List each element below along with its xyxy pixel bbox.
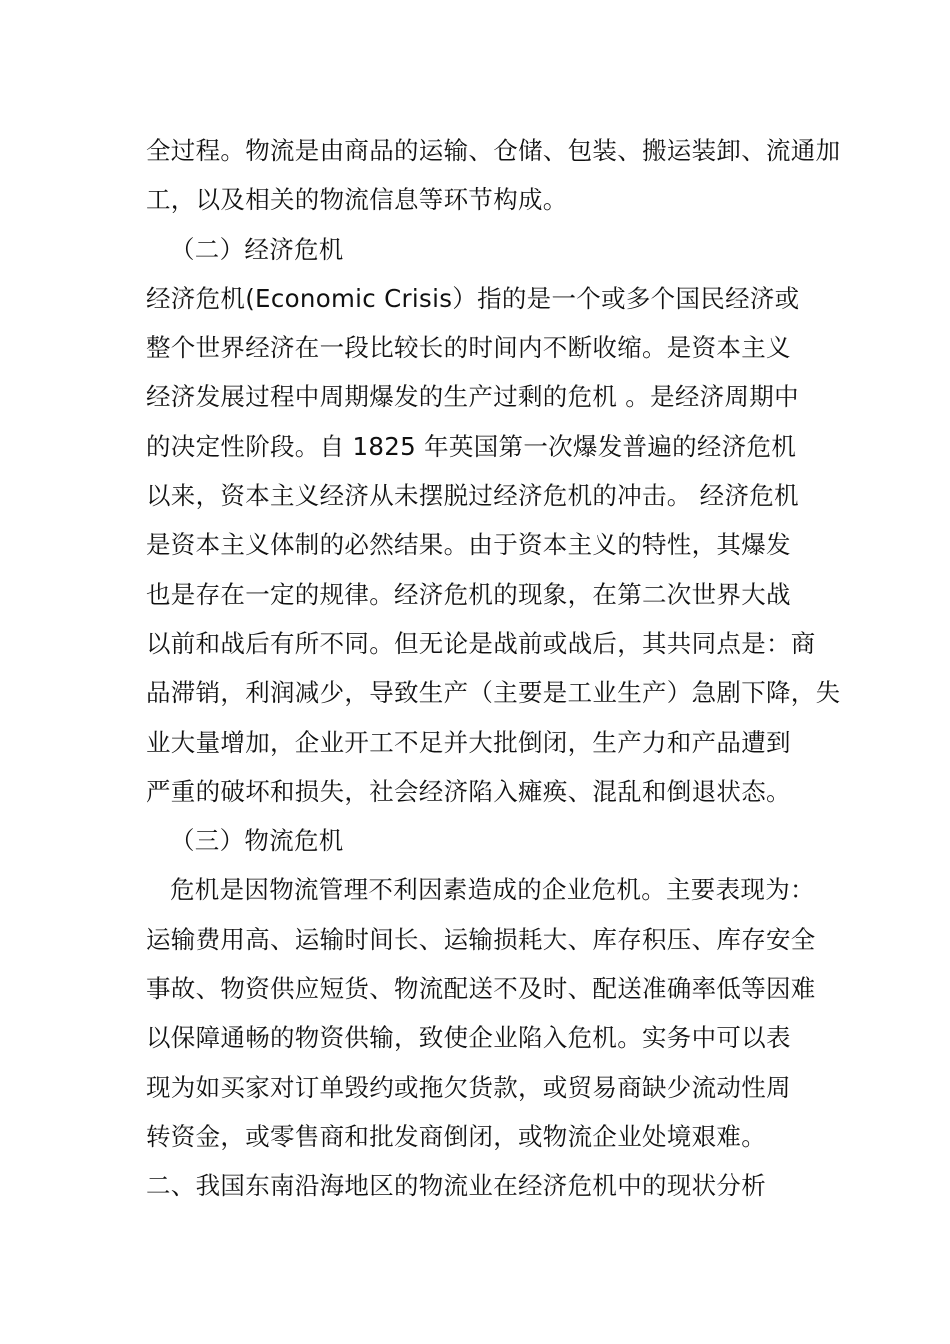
text-line: 整个世界经济在一段比较长的时间内不断收缩。是资本主义 xyxy=(146,333,791,363)
section-heading: （二）经济危机 xyxy=(170,234,344,264)
text-line: 以来，资本主义经济从未摆脱过经济危机的冲击。 经济危机 xyxy=(146,481,799,511)
text-line: 以保障通畅的物资供输，致使企业陷入危机。实务中可以表 xyxy=(146,1023,791,1053)
text-line: 工，以及相关的物流信息等环节构成。 xyxy=(146,185,568,215)
text-line: 全过程。物流是由商品的运输、仓储、包装、搬运装卸、流通加 xyxy=(146,136,841,165)
text-line: 危机是因物流管理不利因素造成的企业危机。主要表现为： xyxy=(170,875,815,905)
chapter-heading: 二、我国东南沿海地区的物流业在经济危机中的现状分析 xyxy=(146,1171,766,1201)
text-line: 事故、物资供应短货、物流配送不及时、配送准确率低等因难 xyxy=(146,974,816,1004)
text-line: 经济发展过程中周期爆发的生产过剩的危机 。是经济周期中 xyxy=(146,382,799,412)
text-line: 业大量增加，企业开工不足并大批倒闭，生产力和产品遭到 xyxy=(146,727,791,757)
text-line: 以前和战后有所不同。但无论是战前或战后，其共同点是：商 xyxy=(146,628,816,658)
text-line: 也是存在一定的规律。经济危机的现象，在第二次世界大战 xyxy=(146,579,791,609)
text-line: 的决定性阶段。自 1825 年英国第一次爆发普遍的经济危机 xyxy=(146,431,797,461)
section-heading: （三）物流危机 xyxy=(170,826,344,856)
text-line: 品滞销，利润减少，导致生产（主要是工业生产）急剧下降，失 xyxy=(146,678,841,708)
text-line: 转资金，或零售商和批发商倒闭，或物流企业处境艰难。 xyxy=(146,1121,766,1151)
document-body xyxy=(146,126,841,1211)
text-line: 现为如买家对订单毁约或拖欠货款，或贸易商缺少流动性周 xyxy=(146,1072,791,1102)
text-line: 经济危机(Economic Crisis）指的是一个或多个国民经济或 xyxy=(146,283,800,313)
text-line: 运输费用高、运输时间长、运输损耗大、库存积压、库存安全 xyxy=(146,924,816,954)
text-line: 是资本主义体制的必然结果。由于资本主义的特性，其爆发 xyxy=(146,530,791,560)
text-line: 严重的破坏和损失，社会经济陷入瘫痪、混乱和倒退状态。 xyxy=(146,776,791,806)
